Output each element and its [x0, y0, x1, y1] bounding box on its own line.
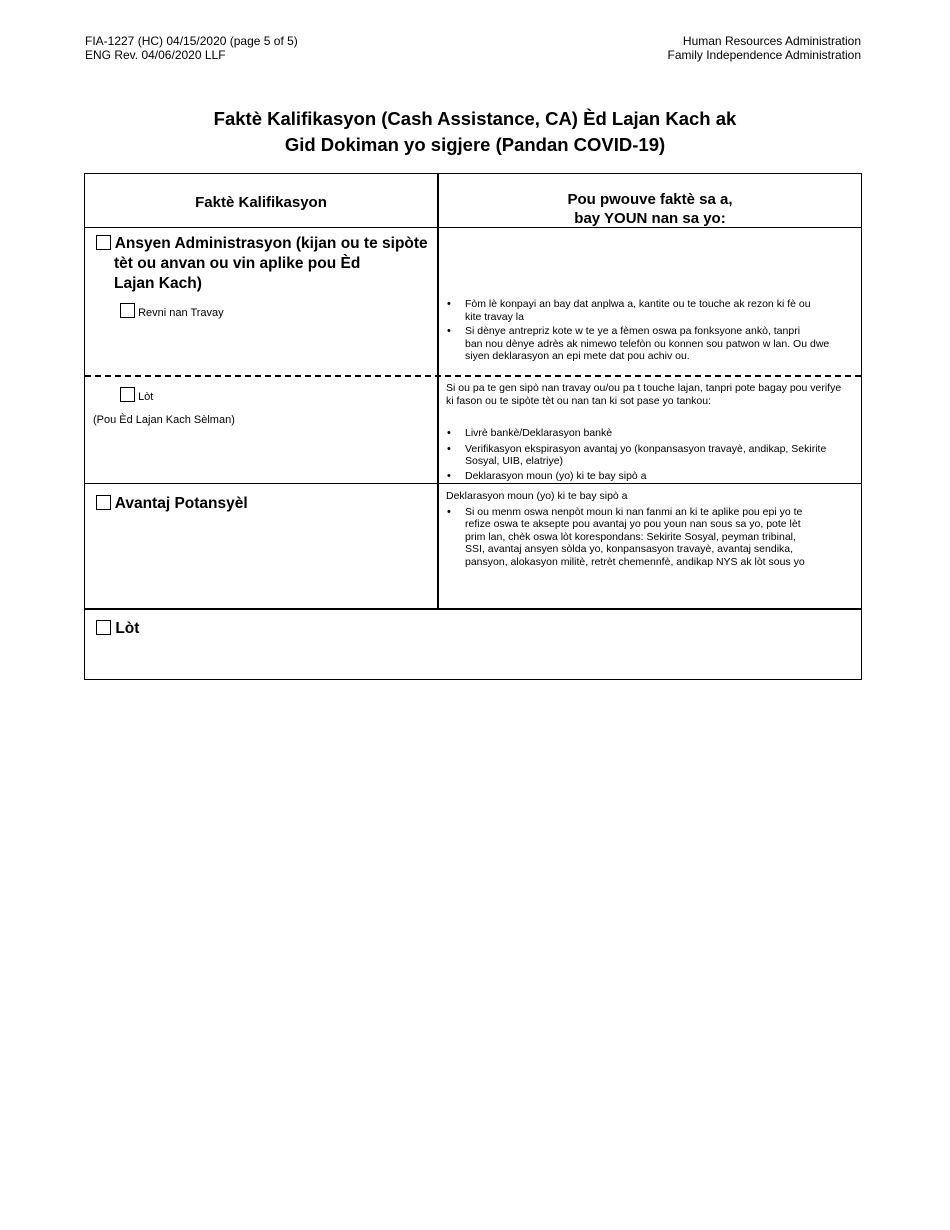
other-label: Lòt	[138, 391, 154, 403]
row1-title-line3: Lajan Kach)	[114, 275, 202, 292]
title-line-1: Faktè Kalifikasyon (Cash Assistance, CA) Èd Lajan Kach ak	[213, 108, 737, 129]
row2-intro-line2: ki fason ou te sipòte tèt ou nan tan ki sot pase yo tankou:	[446, 394, 712, 407]
form-id-block	[85, 34, 298, 62]
potential-benefits-factor	[96, 494, 248, 514]
row2-bullet: • Livrè bankè/Deklarasyon bankè	[446, 427, 860, 440]
agency-division: Family Independence Administration	[667, 48, 861, 62]
row1-bullet: • Fòm lè konpayi an bay dat anplwa a, kantite ou te touche ak rezon ki fè ou kite travay la	[446, 298, 856, 323]
row1-title-line2: tèt ou anvan ou vin aplike pou Èd	[114, 255, 361, 272]
form-id: FIA-1227 (HC) 04/15/2020 (page 5 of 5)	[85, 34, 298, 48]
page-title	[0, 106, 950, 158]
potential-benefits-checkbox[interactable]	[96, 495, 111, 510]
row3-bullet: • Si ou menm oswa nenpòt moun ki nan fanmi an ki te aplike pou epi yo te refize oswa te aksepte pou avantaj yo pou youn nan sous sa yo, pote lèt prim lan, chèk oswa lòt korespondans: Sekirite Sosyal, peyman tribinal, SSI, avantaj ansyen sòlda yo, konpansasyon travayè, avantaj sendika, pansyon, alokasyon militè, retrèt chemennfè, andikap NYS ak lòt sous yo	[446, 506, 856, 569]
row2-bullet: • Verifikasyon ekspirasyon avantaj yo (konpansasyon travayè, andikap, Sekirite Sosyal, UIB, elatriye)	[446, 443, 860, 468]
row1-title-line1: Ansyen Administrasyon (kijan ou te sipòte	[114, 235, 428, 252]
eligibility-table	[84, 173, 862, 680]
column-divider	[437, 174, 439, 609]
other-factor-title: Lòt	[115, 620, 140, 637]
other-factor	[96, 619, 139, 639]
row1-factor	[96, 234, 436, 294]
row1-proof-list	[446, 298, 856, 365]
work-income-label: Revni nan Travay	[138, 307, 224, 319]
row3-intro: Deklarasyon moun (yo) ki te bay sipò a	[446, 490, 628, 502]
column-header-proof-line2: bay YOUN nan sa yo:	[574, 210, 726, 227]
form-revision: ENG Rev. 04/06/2020 LLF	[85, 48, 226, 62]
other-option	[120, 387, 153, 404]
potential-benefits-title: Avantaj Potansyèl	[114, 495, 248, 512]
row2-intro-line1: Si ou pa te gen sipò nan travay ou/ou pa t touche lajan, tanpri pote bagay pou verifye	[446, 382, 842, 394]
work-income-option	[120, 303, 224, 320]
work-income-checkbox[interactable]	[120, 303, 135, 318]
row3-divider	[85, 608, 861, 610]
other-factor-checkbox[interactable]	[96, 620, 111, 635]
row1-dashed-divider	[85, 375, 861, 377]
prior-support-checkbox[interactable]	[96, 235, 111, 250]
agency-name: Human Resources Administration	[682, 34, 861, 48]
row1-bullet: • Si dènye antrepriz kote w te ye a fèmen oswa pa fonksyone ankò, tanpri ban nou dènye adrès ak nimewo telefòn ou konnen sou patwon w lan. Ou dwe siyen deklarasyon an epi mete dat pou achiv ou.	[446, 325, 856, 363]
row3-proof	[446, 490, 856, 570]
row2-proof	[446, 382, 860, 484]
cash-only-note: (Pou Èd Lajan Kach Sèlman)	[93, 414, 235, 426]
row2-bullet: • Deklarasyon moun (yo) ki te bay sipò a	[446, 470, 860, 483]
agency-block	[668, 34, 861, 62]
column-header-proof-line1: Pou pwouve faktè sa a,	[567, 191, 733, 208]
column-header-factor: Faktè Kalifikasyon	[195, 194, 327, 211]
title-line-2: Gid Dokiman yo sigjere (Pandan COVID-19)	[284, 134, 666, 155]
other-checkbox[interactable]	[120, 387, 135, 402]
column-header-proof	[439, 190, 861, 228]
